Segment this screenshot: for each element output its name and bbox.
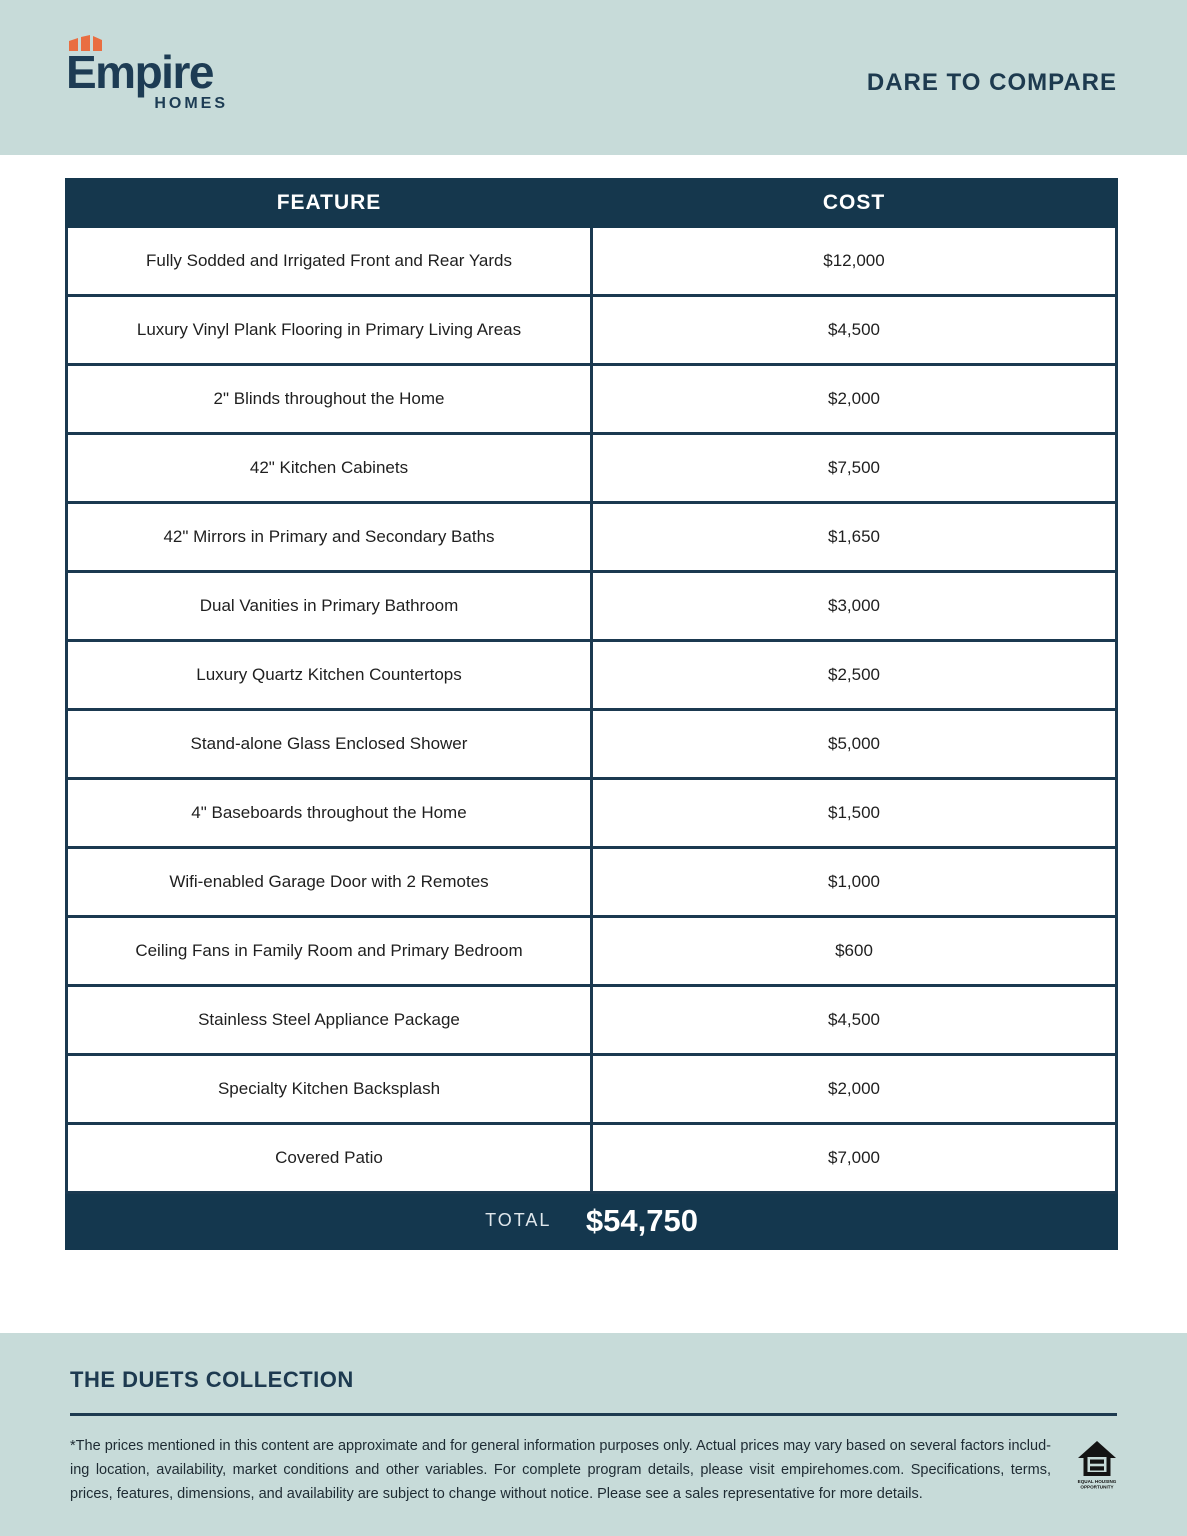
equal-housing-house-icon: [1077, 1440, 1117, 1502]
feature-cell: Stainless Steel Appliance Package: [67, 986, 592, 1055]
cost-cell: $7,000: [592, 1124, 1117, 1193]
table-header-row: [67, 180, 1117, 227]
total-row: [67, 1193, 1117, 1249]
table-row: [67, 986, 1117, 1055]
feature-cell: Stand-alone Glass Enclosed Shower: [67, 710, 592, 779]
feature-cell: Luxury Quartz Kitchen Countertops: [67, 641, 592, 710]
cost-cell: $1,500: [592, 779, 1117, 848]
table-row: [67, 296, 1117, 365]
eho-label-line2: OPPORTUNITY: [1080, 1484, 1114, 1490]
table-row: [67, 710, 1117, 779]
table-row: [67, 641, 1117, 710]
cost-cell: $4,500: [592, 986, 1117, 1055]
cost-cell: $2,500: [592, 641, 1117, 710]
table-row: [67, 848, 1117, 917]
feature-cell: 2" Blinds throughout the Home: [67, 365, 592, 434]
disclaimer-row: [70, 1434, 1117, 1507]
cost-cell: $5,000: [592, 710, 1117, 779]
cost-cell: $1,000: [592, 848, 1117, 917]
feature-cell: Luxury Vinyl Plank Flooring in Primary Living Areas: [67, 296, 592, 365]
divider-rule: [70, 1413, 1117, 1416]
cost-cell: $3,000: [592, 572, 1117, 641]
feature-cell: Covered Patio: [67, 1124, 592, 1193]
eho-label-line1: EQUAL HOUSING: [1077, 1479, 1117, 1484]
feature-cell: Ceiling Fans in Family Room and Primary Bedroom: [67, 917, 592, 986]
footer-band: [0, 1333, 1187, 1536]
cost-cell: $600: [592, 917, 1117, 986]
column-header-cost: COST: [592, 180, 1117, 227]
equal-housing-opportunity-logo: [1077, 1440, 1117, 1507]
feature-cell: Dual Vanities in Primary Bathroom: [67, 572, 592, 641]
logo-empire-text: Empire: [66, 45, 213, 98]
cost-cell: $7,500: [592, 434, 1117, 503]
table-row: [67, 227, 1117, 296]
comparison-table: [65, 178, 1118, 1250]
collection-title: THE DUETS COLLECTION: [70, 1367, 354, 1392]
cost-cell: $2,000: [592, 365, 1117, 434]
feature-cell: 4" Baseboards throughout the Home: [67, 779, 592, 848]
feature-cell: 42" Kitchen Cabinets: [67, 434, 592, 503]
feature-cell: 42" Mirrors in Primary and Secondary Baths: [67, 503, 592, 572]
total-cell: [67, 1193, 1117, 1249]
cost-cell: $4,500: [592, 296, 1117, 365]
table-row: [67, 917, 1117, 986]
logo-homes-text: HOMES: [154, 94, 228, 112]
table-row: [67, 779, 1117, 848]
feature-cell: Fully Sodded and Irrigated Front and Rear Yards: [67, 227, 592, 296]
total-value: $54,750: [585, 1202, 698, 1238]
table-row: [67, 1055, 1117, 1124]
column-header-feature: FEATURE: [67, 180, 592, 227]
table-row: [67, 434, 1117, 503]
table-row: [67, 572, 1117, 641]
feature-cell: Wifi-enabled Garage Door with 2 Remotes: [67, 848, 592, 917]
cost-cell: $2,000: [592, 1055, 1117, 1124]
table-row: [67, 1124, 1117, 1193]
table-row: [67, 365, 1117, 434]
cost-cell: $1,650: [592, 503, 1117, 572]
table-row: [67, 503, 1117, 572]
tagline: DARE TO COMPARE: [866, 68, 1117, 96]
header-band: [0, 0, 1187, 155]
feature-cell: Specialty Kitchen Backsplash: [67, 1055, 592, 1124]
empire-homes-logo: [66, 33, 236, 129]
cost-cell: $12,000: [592, 227, 1117, 296]
total-label: TOTAL: [485, 1210, 552, 1230]
disclaimer-text: *The prices mentioned in this content are approximate and for general information purposes only. Actual prices may vary based on several factors includ-ing location, availability, market conditions and other variables. For complete program details, please visit empirehomes.com. Specifications, terms, prices, features, dimensions, and availability are subject to change without notice. Please see a sales representative for more details.: [70, 1438, 1051, 1502]
